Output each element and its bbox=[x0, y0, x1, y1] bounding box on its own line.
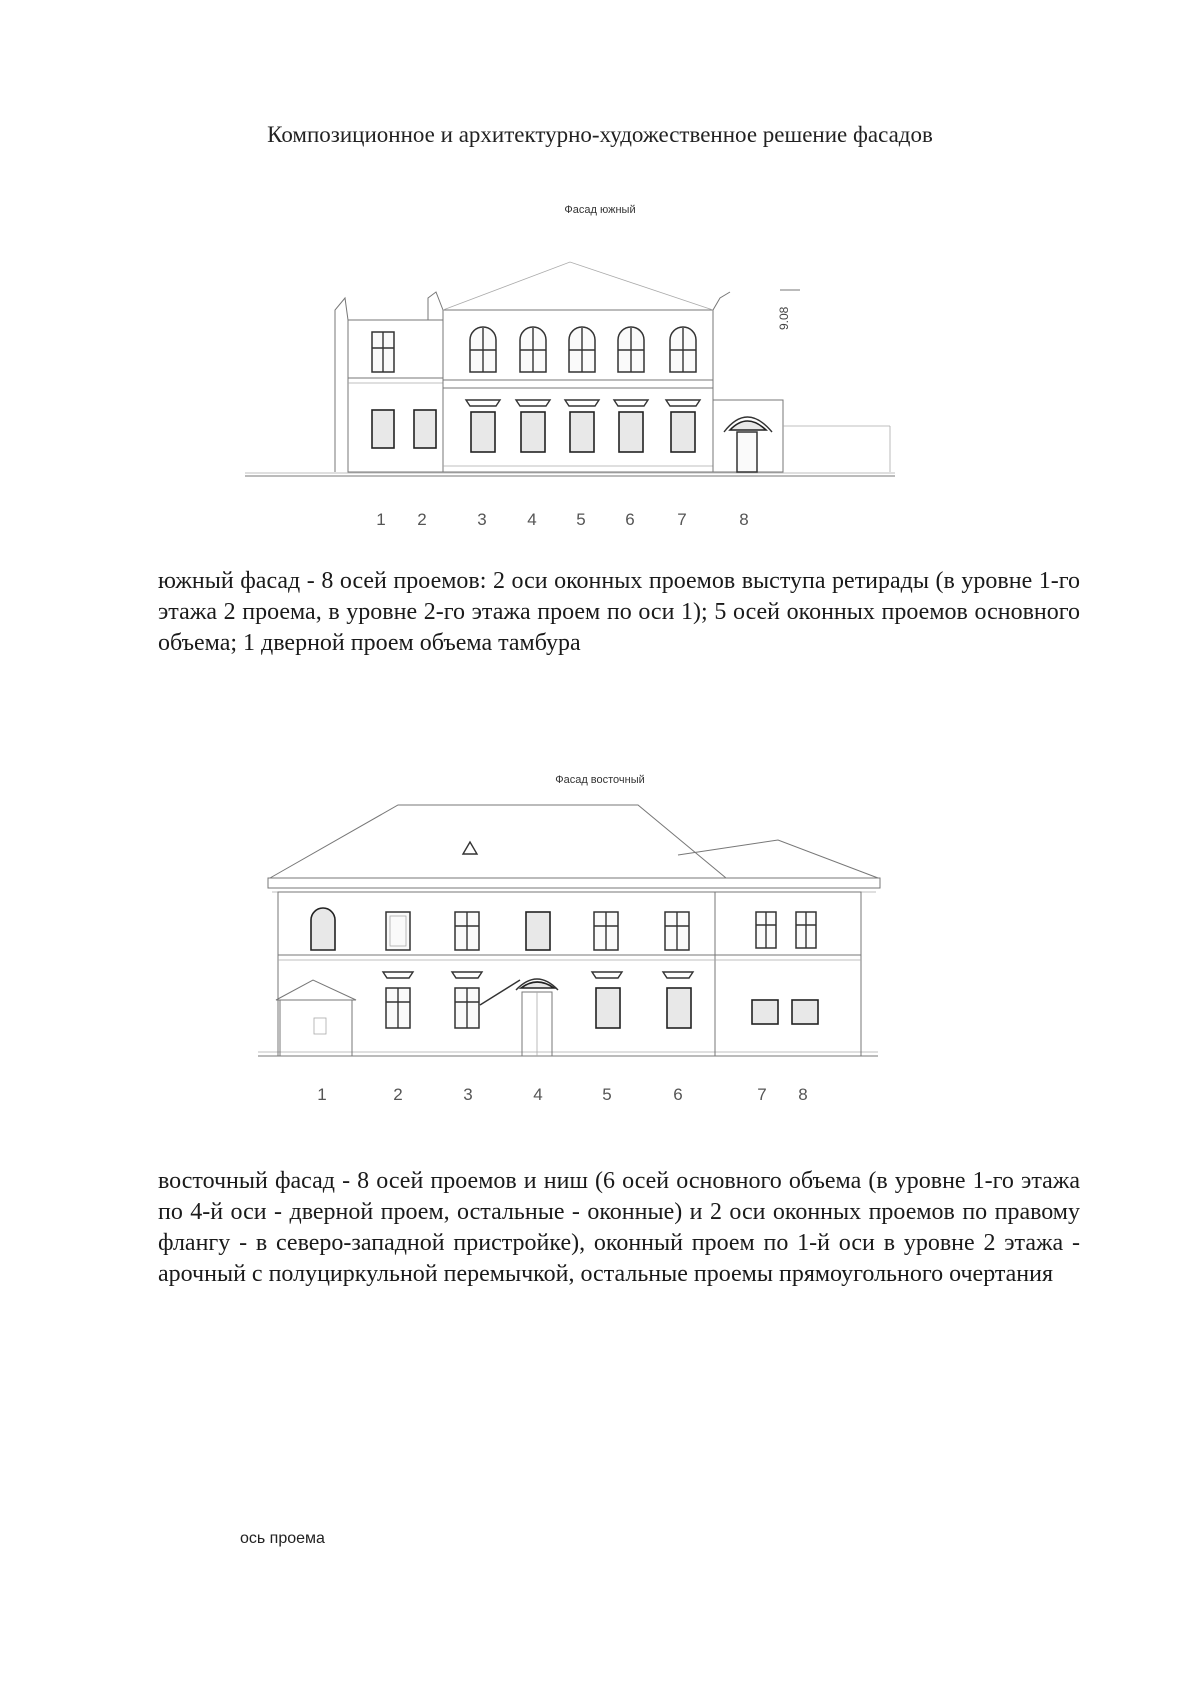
axis-number: 2 bbox=[417, 510, 427, 529]
south-lower-grilled-windows bbox=[466, 400, 700, 452]
height-mark: 9.08 bbox=[777, 306, 791, 330]
axis-number: 3 bbox=[463, 1085, 473, 1104]
east-lower-windows bbox=[276, 972, 818, 1056]
axis-number: 6 bbox=[625, 510, 635, 529]
axis-number: 4 bbox=[527, 510, 537, 529]
east-axis-numbers bbox=[0, 1085, 1200, 1107]
axis-number: 8 bbox=[739, 510, 749, 529]
south-upper-arched-windows bbox=[470, 327, 696, 372]
east-upper-windows bbox=[311, 908, 816, 950]
axis-number: 4 bbox=[533, 1085, 543, 1104]
south-axis-numbers bbox=[0, 510, 1200, 532]
south-facade-description: южный фасад - 8 осей проемов: 2 оси оконных проемов выступа ретирады (в уровне 1-го этажа 2 проема, в уровне 2-го этажа проем по оси 1); 5 осей оконных проемов основного объема; 1 дверной проем объема тамбура bbox=[158, 568, 1080, 656]
axis-number: 1 bbox=[376, 510, 386, 529]
axis-number: 6 bbox=[673, 1085, 683, 1104]
axis-number: 7 bbox=[677, 510, 687, 529]
page-title: Композиционное и архитектурно-художественное решение фасадов bbox=[267, 122, 933, 147]
axis-number: 2 bbox=[393, 1085, 403, 1104]
east-facade-drawing bbox=[258, 800, 898, 1066]
east-facade-label: Фасад восточный bbox=[555, 774, 645, 786]
axis-number: 5 bbox=[576, 510, 586, 529]
axis-number: 5 bbox=[602, 1085, 612, 1104]
axis-number: 3 bbox=[477, 510, 487, 529]
axis-number: 7 bbox=[757, 1085, 767, 1104]
axis-number: 1 bbox=[317, 1085, 327, 1104]
south-facade-drawing bbox=[240, 240, 910, 500]
footer-note: ось проема bbox=[240, 1530, 325, 1547]
axis-number: 8 bbox=[798, 1085, 808, 1104]
south-facade-label: Фасад южный bbox=[564, 204, 636, 216]
east-facade-description: восточный фасад - 8 осей проемов и ниш (6 осей основного объема (в уровне 1-го этажа по 4-й оси - дверной проем, остальные - оконные) и 2 оси оконных проемов по правому флангу - в северо-западной пристройке), оконный проем по 1-й оси в уровне 2 этажа - арочный с полуциркульной перемычкой, остальные проемы прямоугольного очертания bbox=[158, 1168, 1080, 1287]
